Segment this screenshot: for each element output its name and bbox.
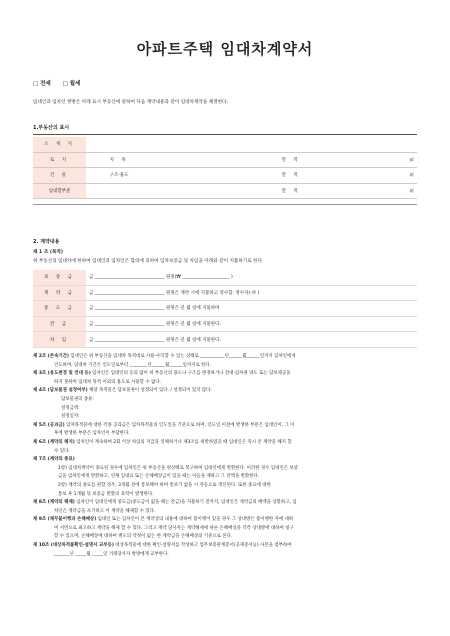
balance-label: 잔 금 [33,316,86,332]
land-label: 토 지 [33,152,86,168]
article1-text: 위 부동산의 임대차에 한하여 임대인과 임차인은 합의에 의하여 임차보증금 및 차임을 아래와 같이 지불하기로 한다. [33,259,264,264]
article-heading: 제 4조 (담보물권 설정여부) [33,388,88,394]
table-row [33,183,417,199]
article-heading: 제 2조 (존속기간) [33,354,69,359]
contract-article [33,353,417,362]
section1-heading: 1.부동산의 표시 [33,125,70,131]
article-heading: 제 9조 (채무불이행과 손해배상) [33,517,97,523]
article-text: 임대인 또는 임차인이 본 계약상의 내용에 대하여 불이행이 있을 경우 그 상대방은 불이행한 자에 대하 [97,517,294,523]
payment-table [33,270,417,348]
contract-article [33,542,417,551]
contract-article [33,499,417,508]
land-area-field[interactable] [329,152,417,168]
article-continuation: _______년 _____월 _____일 거래당사자 쌍방에게 교부한다. [54,551,169,557]
leased-part-label: 임대할부분 [33,183,86,199]
area-unit: ㎡ [409,157,414,163]
rental-type-options [33,79,90,87]
table-row [33,332,417,348]
contract-articles [33,353,417,559]
article-heading: 제 6조 (계약의 해지) [33,439,75,445]
table-row [33,301,417,317]
article-heading: 제 5조 (공과금) [33,422,65,428]
contract-article [33,422,417,431]
land-area-label: 면 적 [253,152,329,168]
jeonse-checkbox[interactable]: □ 전세 [33,81,51,87]
contract-article [33,516,417,525]
area-unit: ㎡ [409,173,414,179]
article-continuation: 설정일자: [61,414,80,420]
article-heading: 제 10조 (대상목적물확인·설명서 교부등) [33,543,114,549]
article-continuation: 할 수 있으며, 손해배상에 대하여 별도의 약정이 없는 한 계약금을 손해배상의 기준으로 본다. [54,534,233,540]
rent-label: 차 임 [33,332,86,348]
land-category-label: 지 목 [86,152,152,168]
leased-part-field[interactable] [86,183,253,199]
article-continuation: 1항) 임대차계약이 종료된 경우에 임차인은 위 부동산을 원상태로 복구하여 임대인에게 반환한다. 이러한 경우 임대인은 보증 [58,465,299,471]
contract-article [33,439,417,448]
article-continuation: 차인은 계약금을 포기하고 이 계약을 해제할 수 있다. [54,508,156,514]
contract-article [33,370,417,379]
location-label: 소 재 지 [33,137,86,152]
down-payment-field[interactable]: 금 _______________________________ 원정은 계약 시에 지불하고 영수함. 영수자( ㊞ ) [86,285,417,301]
article-continuation: 후에 발생한 부분은 임차인이 부담한다. [54,431,130,437]
rent-field[interactable]: 금 _______________________________ 원정은 년 월 일에 지불한다. [86,332,417,348]
article-continuation: 설정금액: [61,405,80,411]
article-continuation: 여 서면으로 최고하고 계약을 해제 할 수 있다. 그리고 계약 당사자는 계약해제에 따른 손해배상을 각각 상대방에 대하여 청구 [54,525,294,531]
article-text: 대상목적물에 대한 확인·설명서를 작성하고 업무보증관계증서(공제증서등) 사본을 첨부하여 [115,543,292,549]
building-area-label: 면 적 [253,168,329,184]
table-row [33,168,417,184]
article-continuation: 인도하며, 임대차 기간은 인도일로부터 ________년______월______일까지로 한다. [54,362,212,368]
table-row [33,270,417,285]
article-continuation: 통보 후 1개월 뒤 보증금 반환의 효력이 발생한다. [58,491,154,497]
article1-title: 제 1 조 (목적) [33,250,63,255]
building-structure-field[interactable] [152,168,253,184]
contract-article [33,387,417,396]
leased-area-label: 면 적 [253,183,329,199]
intro-text: 임대인과 임차인 쌍방은 아래 표시 부동산에 관하여 다음 계약내용과 같이 임대차계약을 체결한다. [33,100,229,105]
deposit-label: 보 증 금 [33,270,86,285]
article-continuation: 수 있다. [54,448,70,454]
page-title: 아파트주택 임대차계약서 [136,40,314,58]
article-text: 임차인은 임대인의 동의 없이 위 부동산의 용도나 구조를 변경하거나 전대·임차권 양도 또는 담보제공을 [92,371,291,377]
table-row [33,137,417,152]
deposit-field[interactable]: 금 _______________________________ 원정(₩ _____________________ ) [86,270,417,285]
article-text: 해당 목적물은 담보물권이 설정되어 있다. / 설정되어 있지 않다. [89,388,212,394]
building-label: 건 물 [33,168,86,184]
article-text: 임차인이 계속하여 2회 이상 차임의 지급을 연체하거나 제3조를 위반하였을 때 임대인은 즉시 본 계약을 해지 할 [76,439,292,445]
interim-payment-field[interactable]: 금 _______________________________ 원정은 년 월 일에 지불하며 [86,301,417,317]
building-structure-label: 구조·용도 [86,168,152,184]
leased-area-field[interactable] [329,183,417,199]
table-row [33,152,417,168]
article-heading: 제 3조 (용도변경 및 전대 등) [33,371,91,377]
building-area-field[interactable] [329,168,417,184]
table-row [33,316,417,332]
section-divider [33,204,417,205]
article-heading: 제 8조 (계약의 해제) [33,500,75,506]
land-category-field[interactable] [152,152,253,168]
wolse-checkbox[interactable]: □ 월세 [62,81,81,87]
down-payment-label: 계 약 금 [33,285,86,301]
article-continuation: 2항) 계약의 종료를 원할 경우, 3개월 전에 통보해야 하며 통보가 없을 시 자동으로 갱신된다. 또한 종료에 대한 [58,482,271,488]
interim-payment-label: 중 도 금 [33,301,86,317]
table-row [33,285,417,301]
article-continuation: 담보물권의 종류: [61,396,94,402]
property-table [33,137,417,199]
article-text: 임차인이 임대인에게 중도금(중도금이 없을 때는 잔금)을 지불하기 전까지, 임대인은 계약금의 배액을 상환하고, 임 [76,500,297,506]
article-continuation: 금을 임차인에게 반환하고, 연체 임대료 또는 손해배상금이 있을 때는 이들을 제하고 그 잔액을 반환한다. [58,474,260,480]
article-text: 임차목적물에 대한 각종 공과금은 임차목적물의 인도일을 기준으로 하며, 인도일 이전에 발생한 부분은 임대인이, 그 이 [66,422,295,428]
section1-divider [33,134,417,135]
balance-field[interactable]: 금 _______________________________ 원정은 년 월 일에 지불한다. [86,316,417,332]
contract-article [33,456,417,465]
area-unit: ㎡ [409,189,414,195]
location-field[interactable] [86,137,417,152]
article-heading: 제 7조 (계약의 종료) [33,457,75,463]
article-continuation: 하지 못하며 임대차 목적 이외의 용도로 사용할 수 없다. [54,379,161,385]
article-text: 임대인은 위 부동산을 임대차 목적대로 사용·수익할 수 있는 상태로 ___________년______월______일까지 임차인에게 [70,354,296,359]
section2-heading: 2. 계약내용 [33,239,60,245]
